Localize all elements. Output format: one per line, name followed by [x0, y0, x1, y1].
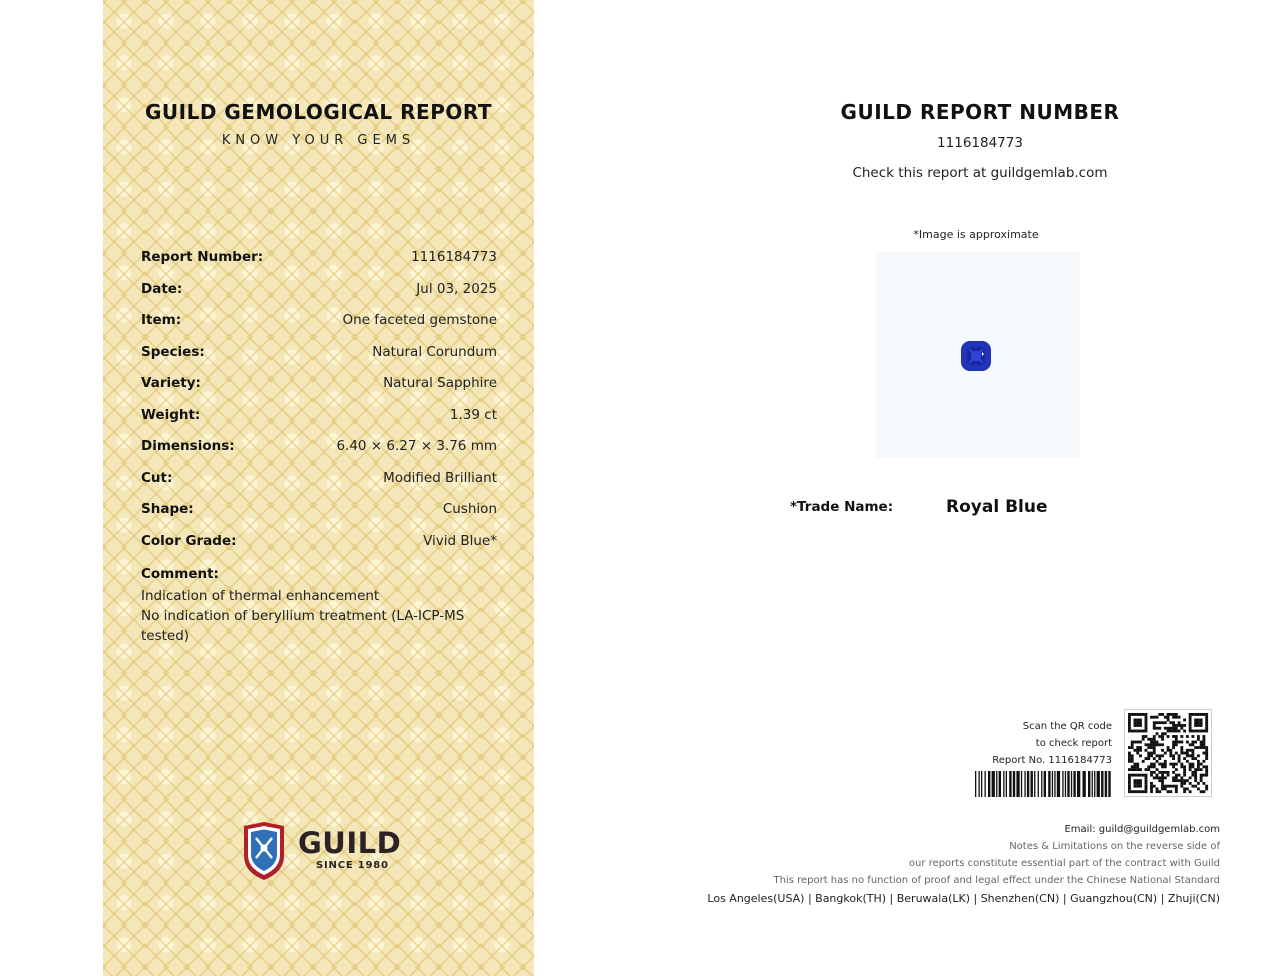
footer-email: Email: guild@guildgemlab.com: [1064, 824, 1220, 835]
field-label: Variety:: [141, 375, 201, 391]
logo-wordmark: GUILD: [298, 826, 402, 860]
scan-line: Scan the QR code: [1022, 721, 1112, 732]
field-value: Cushion: [442, 501, 497, 517]
field-value: One faceted gemstone: [342, 312, 497, 328]
comment-line: No indication of beryllium treatment (LA-ICP-MS: [141, 608, 465, 624]
barcode: [975, 771, 1113, 797]
comment-line: tested): [141, 628, 190, 644]
field-label: Weight:: [141, 406, 201, 423]
comment-line: Indication of thermal enhancement: [141, 588, 380, 604]
footer-locations: Los Angeles(USA) | Bangkok(TH) | Beruwala(LK) | Shenzhen(CN) | Guangzhou(CN) | Zhuji(CN): [707, 892, 1220, 905]
field-row-species: [141, 344, 497, 376]
field-value: 1116184773: [411, 249, 497, 265]
report-tagline: KNOW YOUR GEMS: [221, 133, 416, 148]
comment-text: [141, 586, 497, 646]
verify-link-text: Check this report at guildgemlab.com: [852, 165, 1108, 181]
trade-name-value: Royal Blue: [946, 497, 1048, 517]
gem-image: [876, 252, 1080, 458]
comment-label: Comment:: [141, 566, 219, 582]
field-row-color-grade: [141, 533, 497, 565]
field-row-item: [141, 312, 497, 344]
guild-logo: [242, 822, 402, 882]
logo-since: SINCE 1980: [316, 860, 389, 871]
field-row-weight: [141, 407, 497, 439]
field-row-report-number: [141, 249, 497, 281]
field-value: Vivid Blue*: [423, 532, 497, 549]
field-value: Jul 03, 2025: [416, 280, 497, 297]
field-value: 1.39 ct: [449, 406, 497, 423]
field-label: Item:: [141, 312, 182, 328]
field-value: Natural Sapphire: [383, 375, 497, 391]
qr-code-icon: [1125, 710, 1211, 796]
field-row-cut: [141, 470, 497, 502]
footer-note: Notes & Limitations on the reverse side of: [1009, 841, 1220, 852]
sapphire-gem-icon: [960, 340, 992, 372]
field-value: 6.40 × 6.27 × 3.76 mm: [336, 438, 497, 454]
field-label: Species:: [141, 343, 205, 360]
image-note: *Image is approximate: [913, 228, 1039, 241]
field-label: Color Grade:: [141, 532, 237, 549]
scan-report-number: Report No. 1116184773: [992, 755, 1112, 766]
field-label: Shape:: [141, 501, 194, 517]
scan-instructions: [960, 718, 1112, 769]
trade-name-label: *Trade Name:: [790, 499, 894, 515]
field-row-shape: [141, 501, 497, 533]
footer-note: our reports constitute essential part of the contract with Guild: [908, 858, 1220, 869]
scan-line: to check report: [1035, 738, 1112, 749]
footer-note: This report has no function of proof and legal effect under the Chinese National Standard: [773, 875, 1220, 886]
qr-code[interactable]: [1124, 709, 1212, 797]
shield-crest-icon: [242, 822, 286, 880]
field-row-dimensions: [141, 438, 497, 470]
field-label: Dimensions:: [141, 438, 235, 454]
field-row-variety: [141, 375, 497, 407]
field-value: Natural Corundum: [372, 343, 497, 360]
field-value: Modified Brilliant: [383, 469, 497, 486]
field-label: Cut:: [141, 469, 173, 486]
report-number-title: GUILD REPORT NUMBER: [840, 100, 1120, 124]
field-row-date: [141, 281, 497, 313]
report-front-panel: [103, 0, 534, 976]
field-label: Report Number:: [141, 249, 264, 265]
field-label: Date:: [141, 280, 183, 297]
report-footer: [660, 821, 1220, 907]
report-fields: [141, 249, 497, 646]
report-number: 1116184773: [937, 135, 1023, 151]
report-title: GUILD GEMOLOGICAL REPORT: [144, 100, 492, 124]
